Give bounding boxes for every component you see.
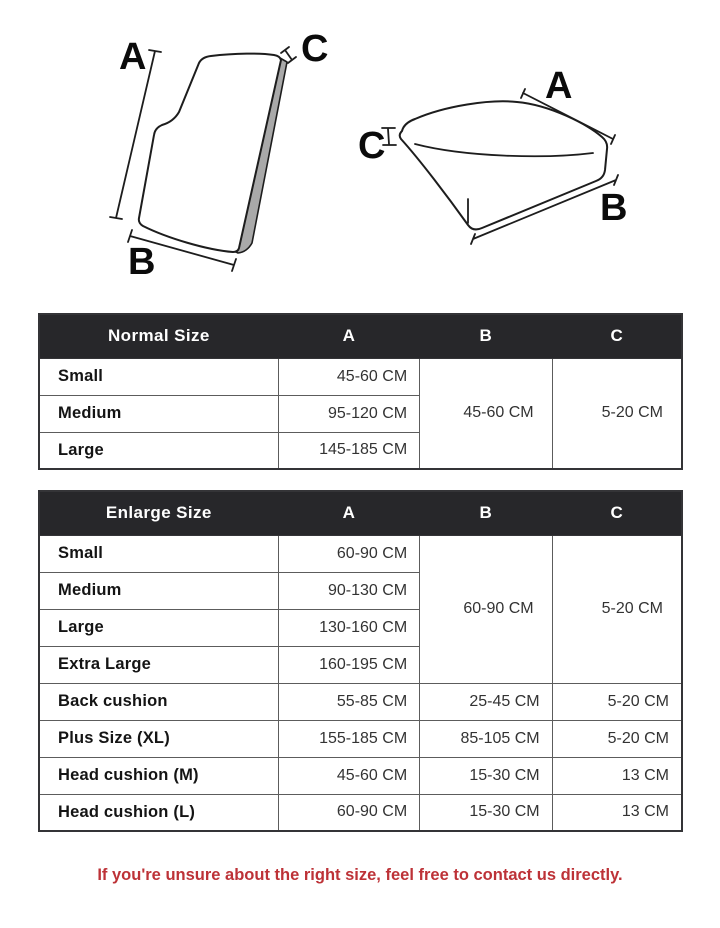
table-row xyxy=(39,358,682,395)
value-a: 45-60 CM xyxy=(278,358,419,395)
merged-value-c: 5-20 CM xyxy=(552,358,682,469)
value-c: 13 CM xyxy=(552,757,682,794)
row-label: Head cushion (L) xyxy=(39,794,278,831)
column-header-c: C xyxy=(552,314,682,358)
value-a: 130-160 CM xyxy=(278,609,419,646)
side-view-cover-diagram xyxy=(95,22,355,292)
table-header-row xyxy=(39,491,682,535)
cushion-perspective-diagram xyxy=(345,58,635,268)
dim-label-b: B xyxy=(600,187,628,229)
merged-value-b: 60-90 CM xyxy=(420,535,552,683)
value-a: 160-195 CM xyxy=(278,646,419,683)
column-header-c: C xyxy=(552,491,682,535)
row-label: Head cushion (M) xyxy=(39,757,278,794)
value-c: 13 CM xyxy=(552,794,682,831)
row-label: Small xyxy=(39,535,278,572)
value-a: 55-85 CM xyxy=(278,683,419,720)
dim-label-a: A xyxy=(119,36,147,78)
enlarge-size-table xyxy=(38,490,683,832)
dim-label-c: C xyxy=(301,28,329,70)
dim-label-b: B xyxy=(128,241,156,283)
value-b: 85-105 CM xyxy=(420,720,552,757)
value-a: 145-185 CM xyxy=(278,432,419,469)
dim-label-c: C xyxy=(358,125,386,167)
value-c: 5-20 CM xyxy=(552,720,682,757)
row-label: Large xyxy=(39,432,278,469)
column-header-b: B xyxy=(420,491,552,535)
table-row xyxy=(39,683,682,720)
table-row xyxy=(39,794,682,831)
column-header-b: B xyxy=(420,314,552,358)
row-label: Small xyxy=(39,358,278,395)
value-c: 5-20 CM xyxy=(552,683,682,720)
row-label: Extra Large xyxy=(39,646,278,683)
table-row xyxy=(39,757,682,794)
table-row xyxy=(39,535,682,572)
row-label: Large xyxy=(39,609,278,646)
normal-size-table xyxy=(38,313,683,470)
row-label: Back cushion xyxy=(39,683,278,720)
dim-label-a: A xyxy=(545,65,573,107)
table-title: Enlarge Size xyxy=(39,491,278,535)
value-b: 25-45 CM xyxy=(420,683,552,720)
value-a: 45-60 CM xyxy=(278,757,419,794)
contact-note: If you're unsure about the right size, feel free to contact us directly. xyxy=(97,866,623,884)
merged-value-c: 5-20 CM xyxy=(552,535,682,683)
value-a: 155-185 CM xyxy=(278,720,419,757)
value-a: 60-90 CM xyxy=(278,535,419,572)
cover-outline xyxy=(139,54,281,252)
row-label: Plus Size (XL) xyxy=(39,720,278,757)
column-header-a: A xyxy=(278,314,419,358)
value-a: 60-90 CM xyxy=(278,794,419,831)
row-label: Medium xyxy=(39,572,278,609)
value-a: 90-130 CM xyxy=(278,572,419,609)
value-b: 15-30 CM xyxy=(420,794,552,831)
table-row xyxy=(39,720,682,757)
column-header-a: A xyxy=(278,491,419,535)
measurement-diagrams xyxy=(0,0,720,300)
table-title: Normal Size xyxy=(39,314,278,358)
merged-value-b: 45-60 CM xyxy=(420,358,552,469)
value-a: 95-120 CM xyxy=(278,395,419,432)
value-b: 15-30 CM xyxy=(420,757,552,794)
table-header-row xyxy=(39,314,682,358)
row-label: Medium xyxy=(39,395,278,432)
